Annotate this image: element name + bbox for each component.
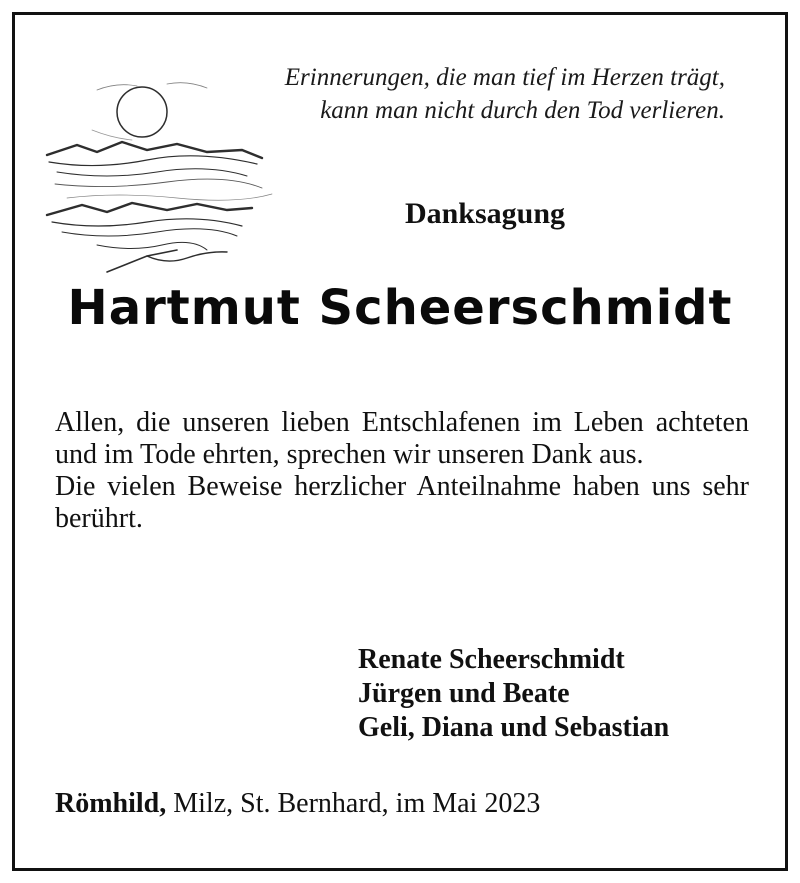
place-date-line [55, 787, 755, 821]
notice-heading: Danksagung [404, 197, 566, 230]
notice-frame [12, 12, 788, 871]
signer-name: Geli, Diana und Sebastian [358, 712, 670, 743]
deceased-name: Hartmut Scheerschmidt [67, 280, 733, 336]
signer-name: Jürgen und Beate [358, 678, 570, 709]
quote-line: kann man nicht durch den Tod verlieren. [320, 97, 725, 124]
place-details: Milz, St. Bernhard, im Mai 2023 [166, 788, 541, 819]
signer-name: Renate Scheerschmidt [358, 644, 625, 675]
thanks-message [55, 407, 749, 535]
thanks-paragraph: Die vielen Beweise herzlicher Anteilnahme haben uns sehr berührt. [55, 471, 749, 534]
place-town: Römhild, [55, 788, 167, 819]
quote-line: Erinnerungen, die man tief im Herzen trägt, [284, 64, 725, 91]
thanks-paragraph: Allen, die unseren lieben Entschlafenen im Leben achteten und im Tode ehrten, sprechen wir unseren Dank aus. [55, 407, 749, 470]
signers-list [358, 643, 778, 745]
memorial-quote [165, 61, 725, 127]
